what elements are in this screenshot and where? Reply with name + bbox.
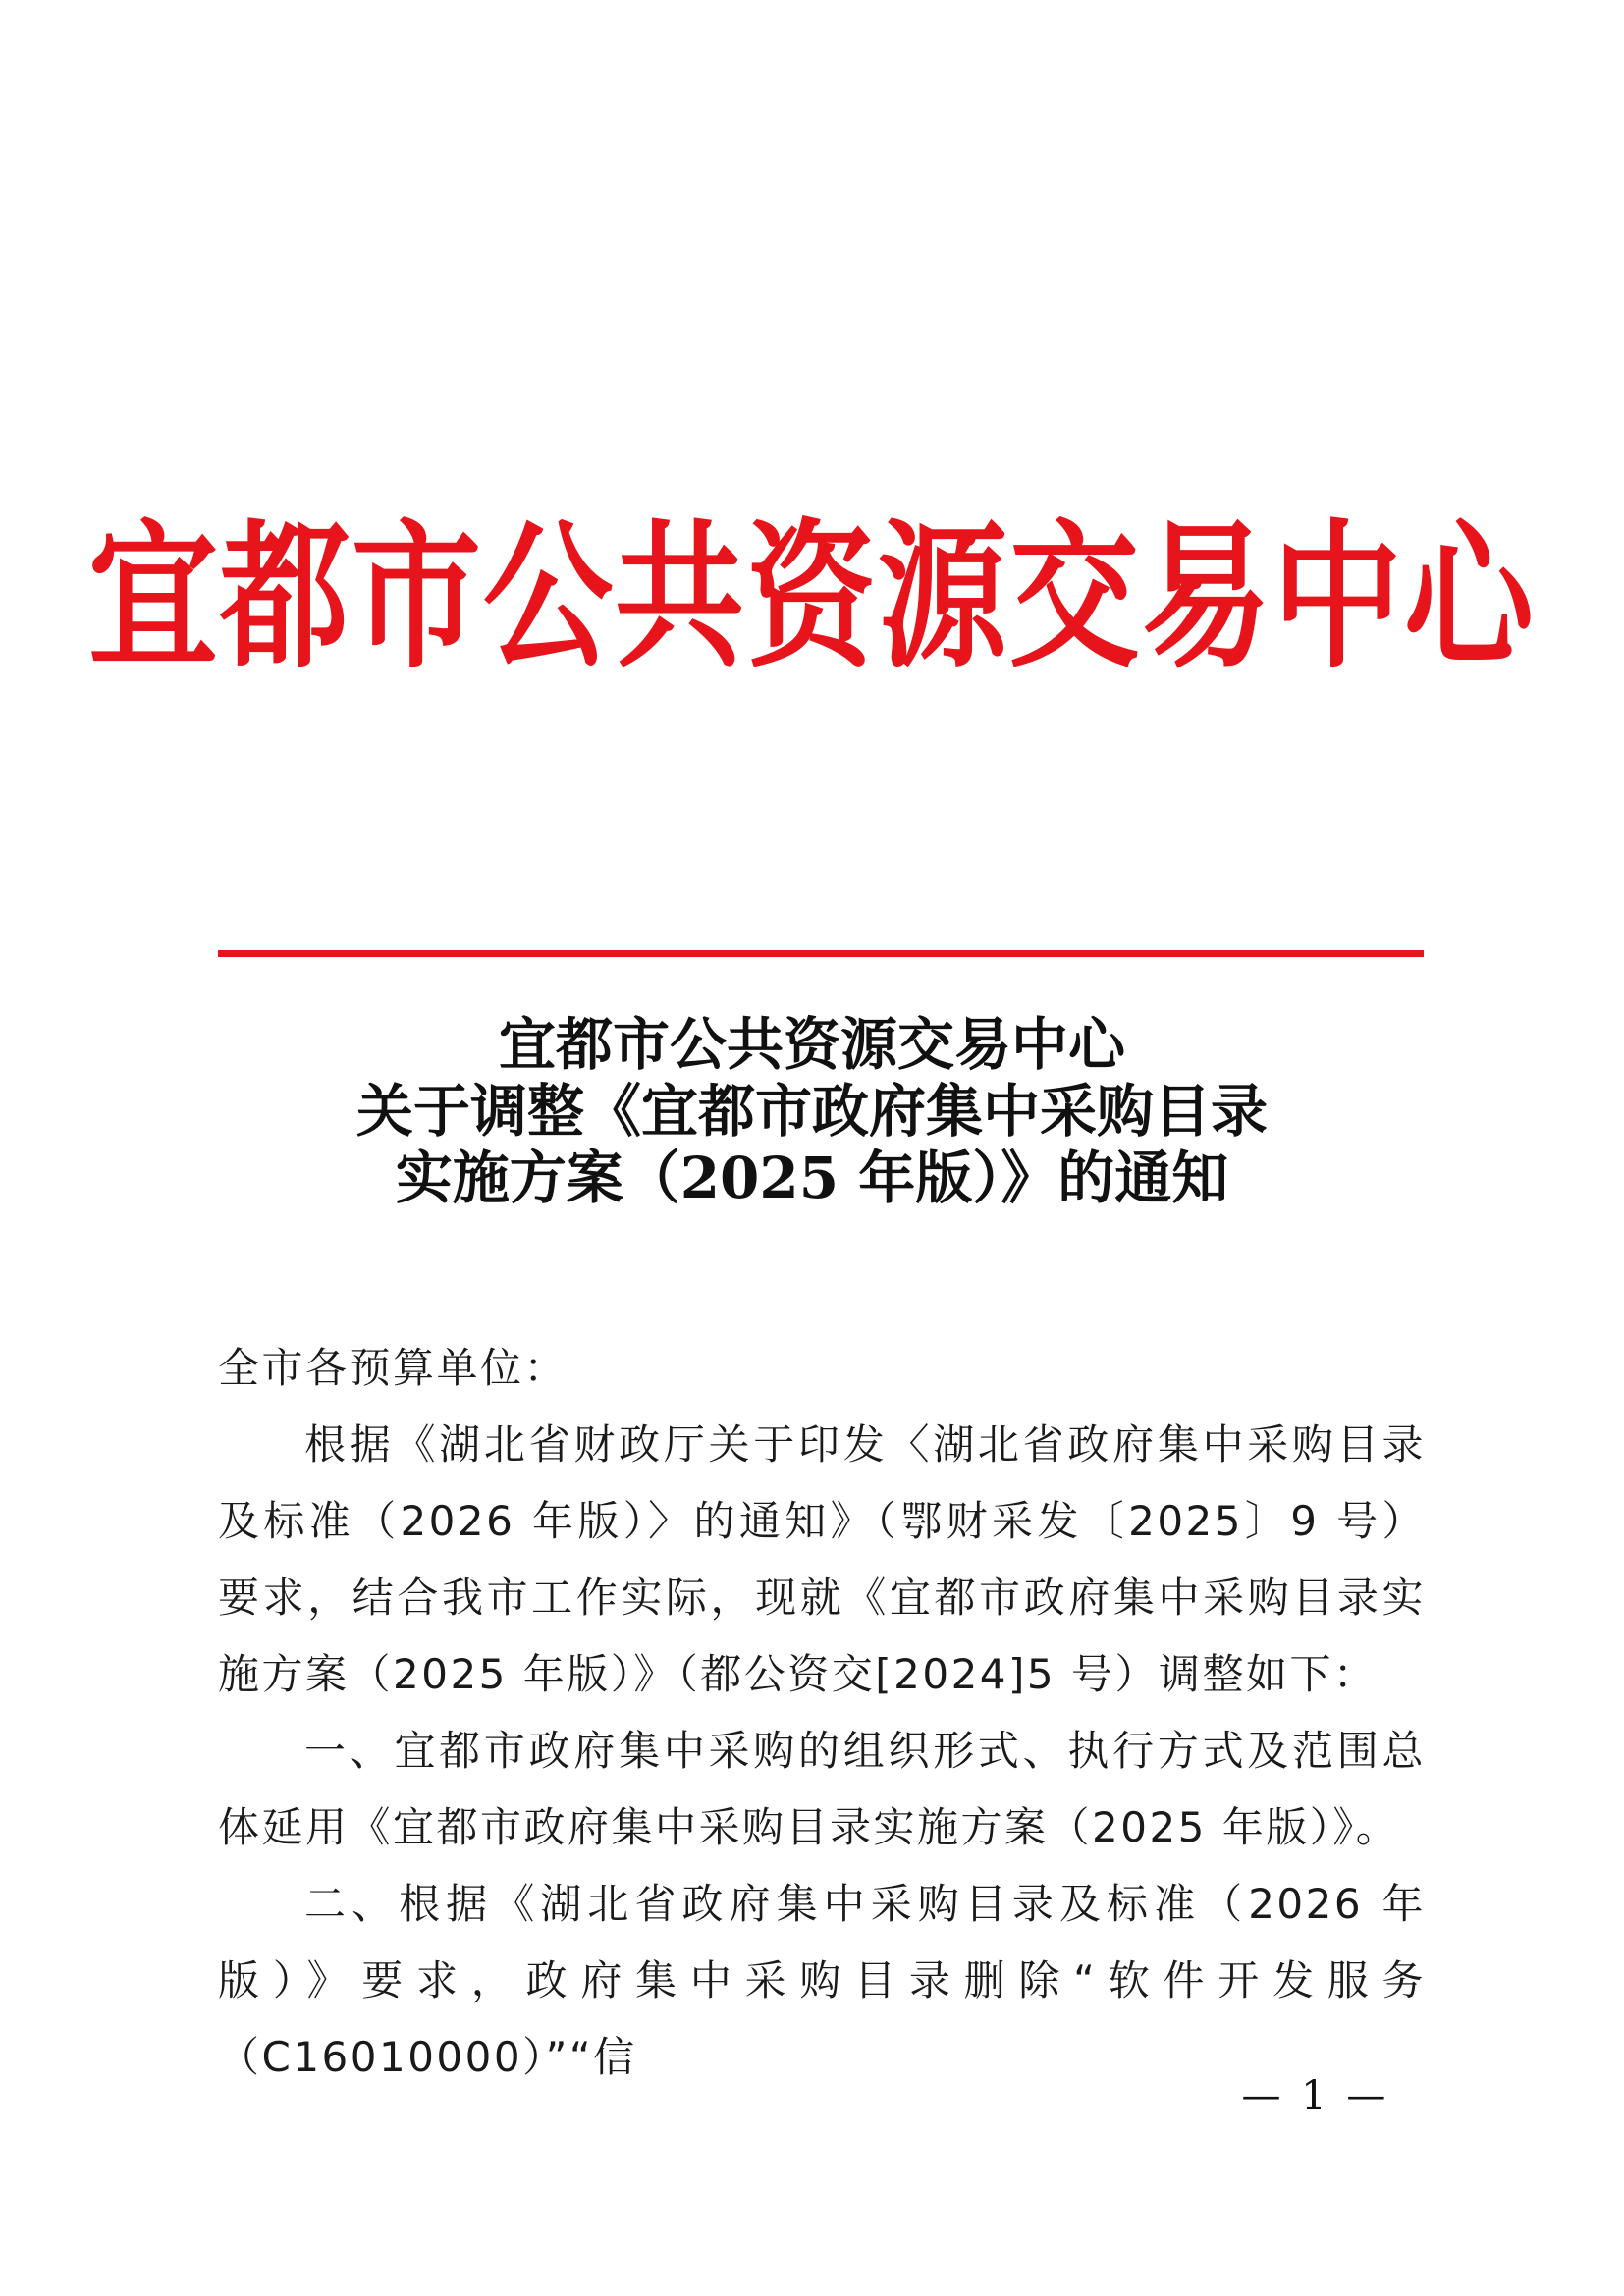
document-body [218,1330,1426,2096]
page-number: — 1 — [1241,2073,1390,2118]
title-line-1: 宜都市公共资源交易中心 [498,1011,1125,1078]
title-line-3: 实施方案（2025 年版）》的通知 [395,1145,1229,1211]
masthead-org-name: 宜都市公共资源交易中心 [88,504,1536,690]
document-title [0,1011,1624,1211]
paragraph-item-one: 一、宜都市政府集中采购的组织形式、执行方式及范围总体延用《宜都市政府集中采购目录实施方案（2025 年版）》。 [218,1727,1426,1851]
paragraph-basis: 根据《湖北省财政厅关于印发〈湖北省政府集中采购目录及标准（2026 年版）〉的通知》（鄂财采发〔2025〕9 号）要求，结合我市工作实际，现就《宜都市政府集中采购目录实施方案（2025 年版）》（都公资交[2024]5 号）调整如下： [218,1420,1426,1698]
title-line-2: 关于调整《宜都市政府集中采购目录 [355,1078,1268,1145]
paragraph-item-two: 二、根据《湖北省政府集中采购目录及标准（2026 年版）》要求，政府集中采购目录删除“软件开发服务（C16010000）”“信 [218,1880,1426,2081]
red-divider-rule [218,950,1424,957]
salutation: 全市各预算单位： [218,1344,568,1392]
